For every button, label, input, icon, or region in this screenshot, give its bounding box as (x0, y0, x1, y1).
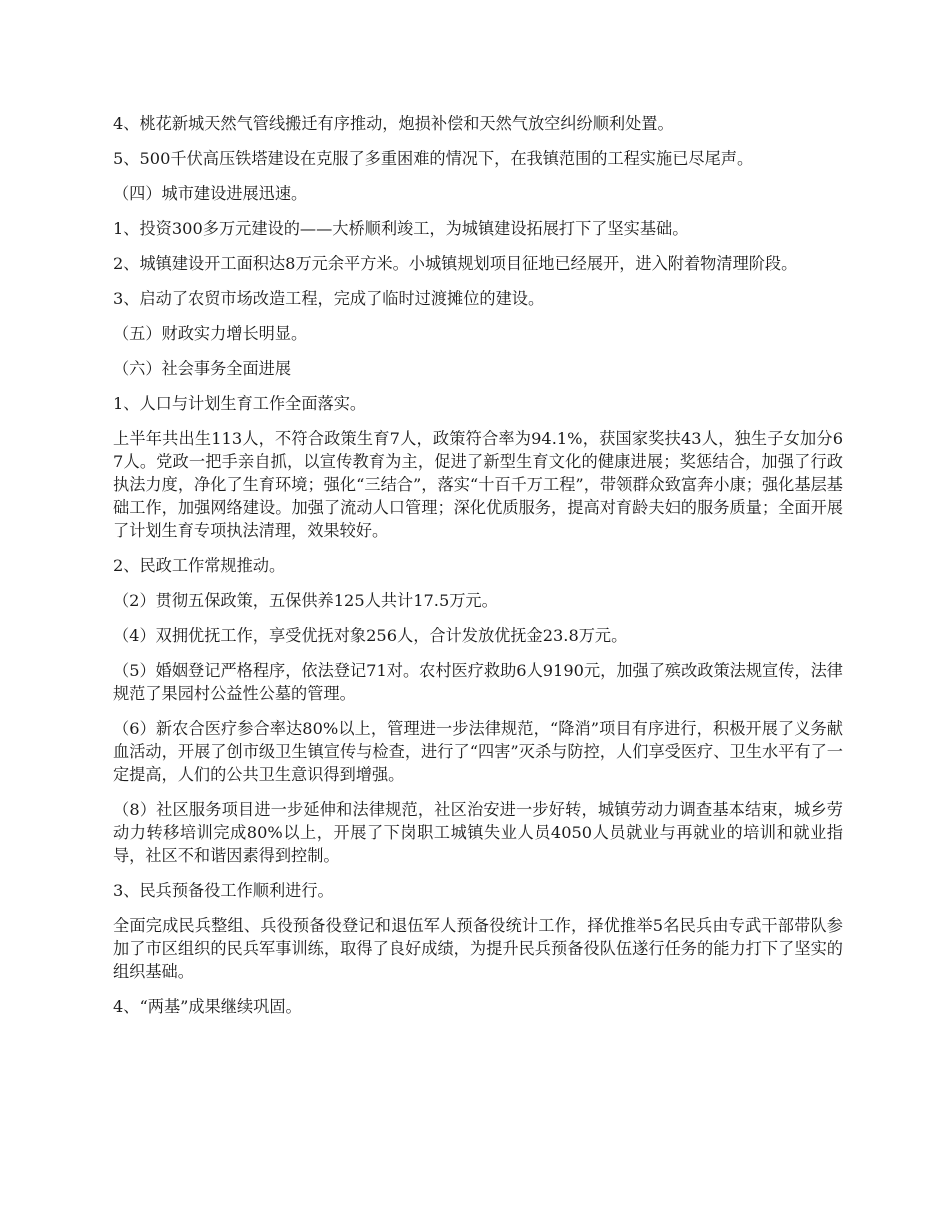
paragraph-11: （5）婚姻登记严格程序，依法登记71对。农村医疗救助6人9190元，加强了殡改政策法规宣传，法律规范了果园村公益性公墓的管理。 (113, 661, 843, 703)
paragraph-9: （2）贯彻五保政策，五保供养125人共计17.5万元。 (113, 591, 498, 610)
paragraph-1: 4、桃花新城天然气管线搬迁有序推动，炮损补偿和天然气放空纠纷顺利处置。 (113, 114, 674, 133)
paragraph-13: （8）社区服务项目进一步延伸和法律规范，社区治安进一步好转，城镇劳动力调查基本结束，城乡劳动力转移培训完成80%以上，开展了下岗职工城镇失业人员4050人员就业与再就业的培训和就业指导，社区不和谐因素得到控制。 (113, 800, 843, 865)
section-heading-4: （四）城市建设进展迅速。 (113, 184, 308, 203)
paragraph-16: 4、“两基”成果继续巩固。 (113, 997, 302, 1016)
paragraph-12: （6）新农合医疗参合率达80%以上，管理进一步法律规范，“降消”项目有序进行，积极开展了义务献血活动，开展了创市级卫生镇宣传与检查，进行了“四害”灭杀与防控，人们享受医疗、卫生水平有了一定提高，人们的公共卫生意识得到增强。 (113, 719, 843, 784)
paragraph-5: 3、启动了农贸市场改造工程，完成了临时过渡摊位的建设。 (113, 289, 545, 308)
section-heading-6: （六）社会事务全面进展 (113, 359, 292, 378)
paragraph-3: 1、投资300多万元建设的——大桥顺利竣工，为城镇建设拓展打下了坚实基础。 (113, 219, 689, 238)
paragraph-4: 2、城镇建设开工面积达8万元余平方米。小城镇规划项目征地已经展开，进入附着物清理阶段。 (113, 254, 798, 273)
paragraph-6: 1、人口与计划生育工作全面落实。 (113, 394, 367, 413)
section-heading-5: （五）财政实力增长明显。 (113, 324, 308, 343)
paragraph-8: 2、民政工作常规推动。 (113, 556, 286, 575)
paragraph-15: 全面完成民兵整组、兵役预备役登记和退伍军人预备役统计工作，择优推举5名民兵由专武干部带队参加了市区组织的民兵军事训练，取得了良好成绩，为提升民兵预备役队伍遂行任务的能力打下了坚实的组织基础。 (113, 916, 843, 981)
paragraph-14: 3、民兵预备役工作顺利进行。 (113, 881, 334, 900)
document-body (113, 112, 843, 1030)
paragraph-7: 上半年共出生113人，不符合政策生育7人，政策符合率为94.1%，获国家奖扶43人，独生子女加分67人。党政一把手亲自抓，以宣传教育为主，促进了新型生育文化的健康进展；奖惩结合，加强了行政执法力度，净化了生育环境；强化“三结合”，落实“十百千万工程”，带领群众致富奔小康；强化基层基础工作，加强网络建设。加强了流动人口管理；深化优质服务，提高对育龄夫妇的服务质量；全面开展了计划生育专项执法清理，效果较好。 (113, 429, 843, 540)
paragraph-10: （4）双拥优抚工作，享受优抚对象256人，合计发放优抚金23.8万元。 (113, 626, 628, 645)
paragraph-2: 5、500千伏高压铁塔建设在克服了多重困难的情况下，在我镇范围的工程实施已尽尾声。 (113, 149, 754, 168)
